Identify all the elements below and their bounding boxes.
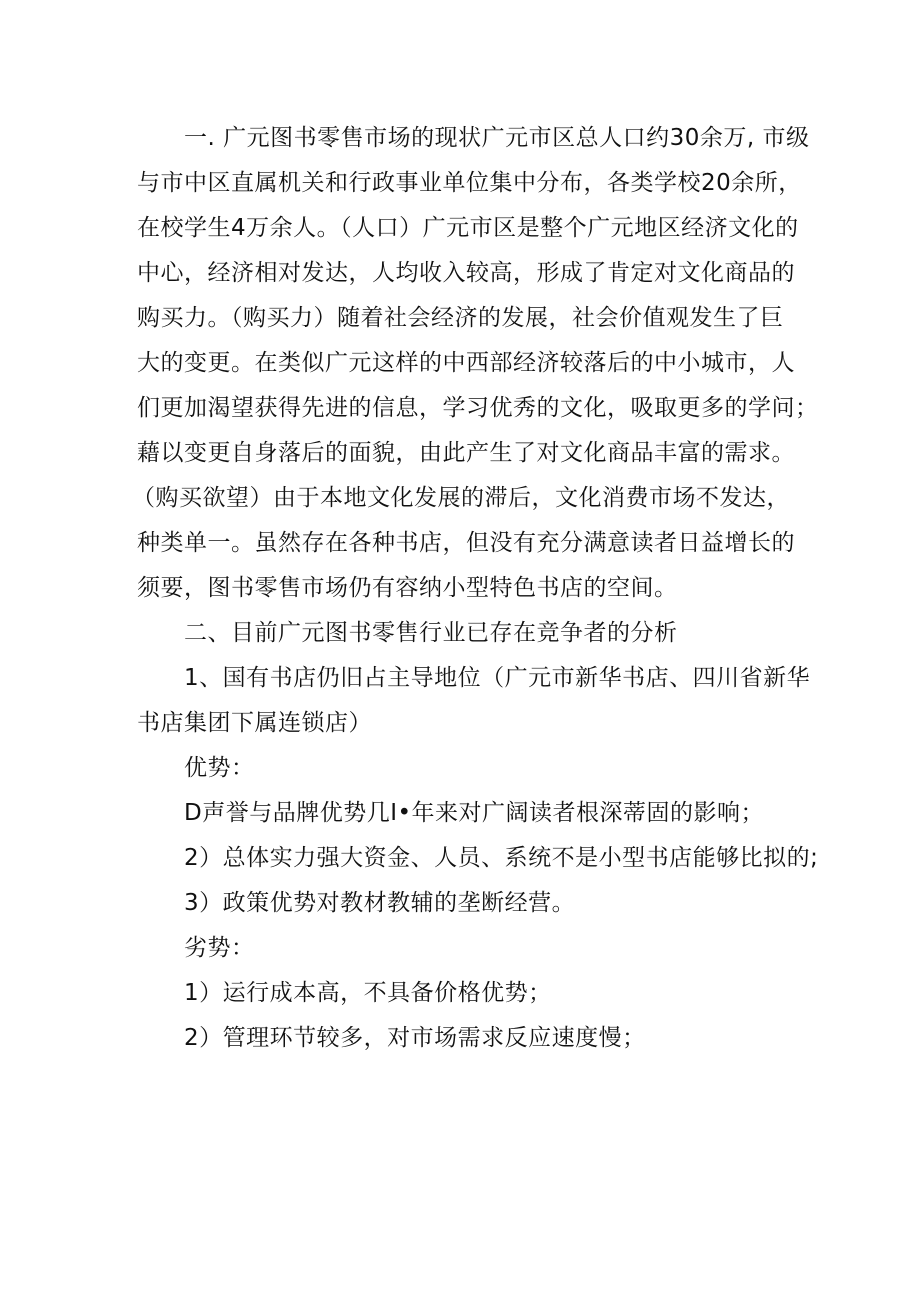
paragraph-1-line-3: 在校学生4万余人。（人口）广元市区是整个广元地区经济文化的 — [137, 215, 799, 241]
paragraph-1-line-2: 与市中区直属机关和行政事业单位集中分布，各类学校20余所， — [137, 170, 802, 196]
paragraph-1-line-1: 一. 广元图书零售市场的现状广元市区总人口约30余万, 市级 — [184, 125, 810, 151]
paragraph-1-line-5: 购买力。（购买力）随着社会经济的发展，社会价值观发生了巨 — [137, 305, 784, 331]
paragraph-1-line-11: 须要，图书零售市场仍有容纳小型特色书店的空间。 — [137, 575, 678, 601]
paragraph-1-line-9: （购买欲望）由于本地文化发展的滞后，文化消费市场不发达， — [132, 485, 790, 511]
paragraph-1-line-8: 藉以变更自身落后的面貌，由此产生了对文化商品丰富的需求。 — [137, 440, 795, 466]
strength-3: 3）政策优势对教材教辅的垄断经营。 — [184, 890, 576, 916]
strengths-label: 优势： — [184, 755, 255, 781]
strength-1: D声誉与品牌优势几I•年来对广阔读者根深蒂固的影响； — [184, 800, 765, 826]
paragraph-1-line-7: 们更加渴望获得先进的信息，学习优秀的文化，吸取更多的学问； — [137, 395, 819, 421]
section-2-heading: 二、目前广元图书零售行业已存在竞争者的分析 — [184, 620, 678, 646]
paragraph-1-line-10: 种类单一。虽然存在各种书店，但没有充分满意读者日益增长的 — [137, 530, 795, 556]
paragraph-1-line-4: 中心，经济相对发达，人均收入较高，形成了肯定对文化商品的 — [137, 260, 795, 286]
item-1-line-2: 书店集团下属连锁店） — [137, 710, 372, 736]
paragraph-1-line-6: 大的变更。在类似广元这样的中西部经济较落后的中小城市，人 — [137, 350, 795, 376]
weaknesses-label: 劣势： — [184, 935, 255, 961]
strength-2: 2）总体实力强大资金、人员、系统不是小型书店能够比拟的; — [184, 845, 819, 871]
weakness-2: 2）管理环节较多，对市场需求反应速度慢； — [184, 1025, 646, 1051]
weakness-1: 1）运行成本高，不具备价格优势； — [184, 980, 552, 1006]
item-1-line-1: 1、国有书店仍旧占主导地位（广元市新华书店、四川省新华 — [184, 665, 811, 691]
